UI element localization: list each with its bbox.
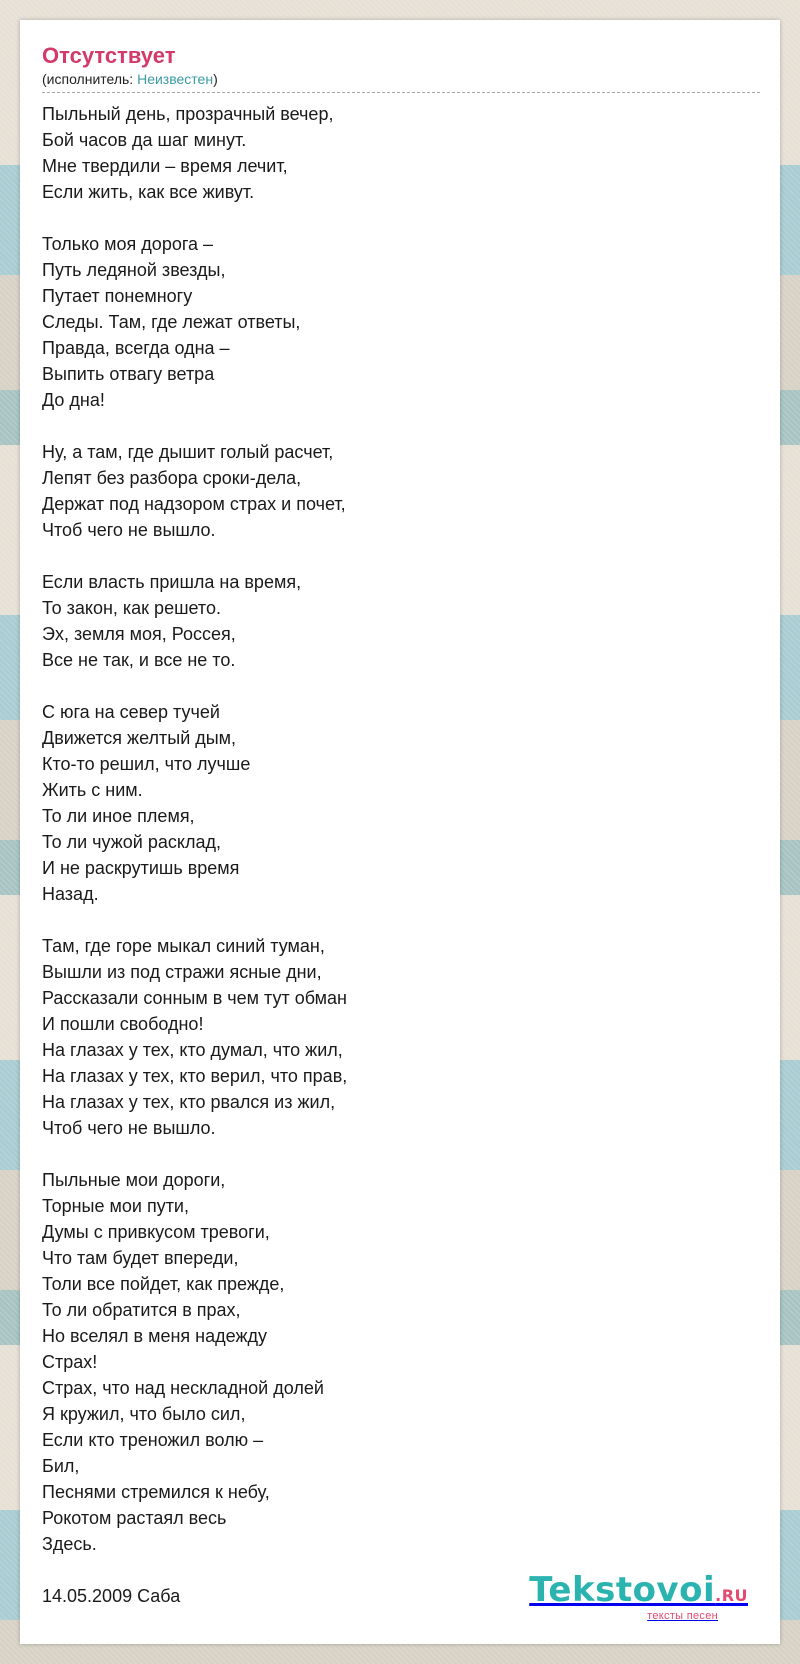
lyrics-line: На глазах у тех, кто думал, что жил,: [42, 1040, 343, 1060]
lyrics-line: Пыльный день, прозрачный вечер,: [42, 104, 334, 124]
lyrics-line: Торные мои пути,: [42, 1196, 189, 1216]
lyrics-stanza: [42, 101, 760, 205]
lyrics-content: [42, 42, 760, 1609]
logo-tagline: тексты песен: [647, 1610, 718, 1622]
artist-prefix: (исполнитель:: [42, 71, 138, 87]
lyrics-line: Думы с привкусом тревоги,: [42, 1222, 270, 1242]
lyrics-line: Здесь.: [42, 1534, 97, 1554]
lyrics-line: Ну, а там, где дышит голый расчет,: [42, 442, 334, 462]
lyrics-line: Бой часов да шаг минут.: [42, 130, 247, 150]
lyrics-stanza: [42, 699, 760, 907]
logo-tld: .RU: [715, 1586, 748, 1605]
lyrics-line: Чтоб чего не вышло.: [42, 1118, 216, 1138]
lyrics-line: Мне твердили – время лечит,: [42, 156, 288, 176]
logo-wordmark: [529, 1572, 748, 1614]
lyrics-line: Чтоб чего не вышло.: [42, 520, 216, 540]
lyrics-card: [20, 20, 780, 1644]
lyrics-line: Бил,: [42, 1456, 80, 1476]
site-logo[interactable]: [529, 1572, 748, 1622]
lyrics-body: [42, 101, 760, 1557]
lyrics-stanza: [42, 933, 760, 1141]
lyrics-line: Следы. Там, где лежат ответы,: [42, 312, 301, 332]
lyrics-line: Страх!: [42, 1352, 98, 1372]
lyrics-line: То закон, как решето.: [42, 598, 221, 618]
lyrics-line: То ли чужой расклад,: [42, 832, 221, 852]
artist-suffix: ): [213, 71, 218, 87]
lyrics-line: Толи все пойдет, как прежде,: [42, 1274, 285, 1294]
lyrics-line: Выпить отвагу ветра: [42, 364, 215, 384]
lyrics-line: И не раскрутишь время: [42, 858, 240, 878]
lyrics-footer: 14.05.2009 Саба: [42, 1586, 181, 1606]
lyrics-line: Путь ледяной звезды,: [42, 260, 226, 280]
lyrics-line: Рассказали сонным в чем тут обман: [42, 988, 347, 1008]
lyrics-line: Все не так, и все не то.: [42, 650, 236, 670]
lyrics-line: Если кто треножил волю –: [42, 1430, 264, 1450]
lyrics-stanza: [42, 439, 760, 543]
lyrics-line: То ли обратится в прах,: [42, 1300, 241, 1320]
lyrics-line: Там, где горе мыкал синий туман,: [42, 936, 325, 956]
lyrics-line: На глазах у тех, кто рвался из жил,: [42, 1092, 336, 1112]
lyrics-line: Правда, всегда одна –: [42, 338, 230, 358]
lyrics-line: С юга на север тучей: [42, 702, 220, 722]
lyrics-stanza: [42, 231, 760, 413]
lyrics-line: Рокотом растаял весь: [42, 1508, 227, 1528]
lyrics-line: Жить с ним.: [42, 780, 143, 800]
lyrics-line: И пошли свободно!: [42, 1014, 204, 1034]
lyrics-line: То ли иное племя,: [42, 806, 195, 826]
lyrics-stanza: [42, 1167, 760, 1557]
lyrics-line: Пыльные мои дороги,: [42, 1170, 226, 1190]
lyrics-line: Песнями стремился к небу,: [42, 1482, 270, 1502]
logo-main-text: Tekstovoi: [529, 1570, 716, 1610]
lyrics-line: Лепят без разбора сроки-дела,: [42, 468, 302, 488]
lyrics-line: Вышли из под стражи ясные дни,: [42, 962, 322, 982]
lyrics-line: Эх, земля моя, Россея,: [42, 624, 236, 644]
lyrics-line: Назад.: [42, 884, 99, 904]
lyrics-line: На глазах у тех, кто верил, что прав,: [42, 1066, 348, 1086]
lyrics-line: Кто-то решил, что лучше: [42, 754, 251, 774]
lyrics-line: Что там будет впереди,: [42, 1248, 239, 1268]
lyrics-line: До дна!: [42, 390, 105, 410]
lyrics-line: Только моя дорога –: [42, 234, 214, 254]
lyrics-stanza: [42, 569, 760, 673]
artist-link[interactable]: Неизвестен: [137, 71, 214, 87]
lyrics-line: Движется желтый дым,: [42, 728, 237, 748]
song-title: Отсутствует: [42, 43, 176, 68]
artist-line: [42, 70, 760, 93]
lyrics-line: Если власть пришла на время,: [42, 572, 302, 592]
lyrics-line: Держат под надзором страх и почет,: [42, 494, 346, 514]
lyrics-line: Но вселял в меня надежду: [42, 1326, 267, 1346]
lyrics-line: Страх, что над нескладной долей: [42, 1378, 324, 1398]
lyrics-line: Если жить, как все живут.: [42, 182, 255, 202]
lyrics-line: Путает понемногу: [42, 286, 193, 306]
lyrics-line: Я кружил, что было сил,: [42, 1404, 246, 1424]
